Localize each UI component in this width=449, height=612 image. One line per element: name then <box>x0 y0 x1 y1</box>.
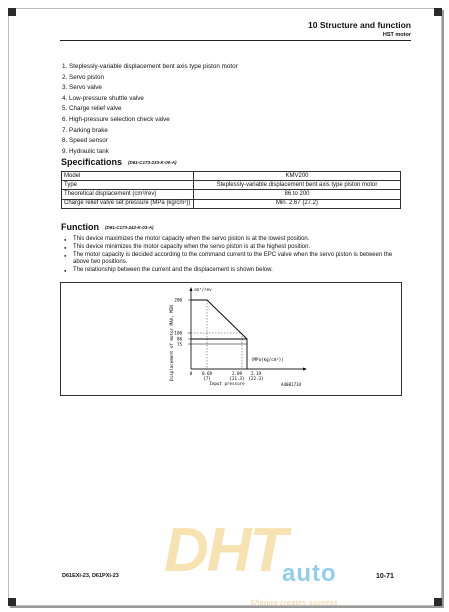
table-cell-label: Type <box>62 181 194 190</box>
x-axis-label: Input pressure <box>209 381 245 386</box>
page-corner-mark <box>434 8 442 16</box>
table-row <box>62 199 401 208</box>
table-row <box>62 172 401 181</box>
max-displacement-curve <box>191 300 247 369</box>
specifications-heading-text: Specifications <box>61 157 123 167</box>
function-list-item: ● This device minimizes the motor capacity when the servo piston is at the highest position. <box>64 244 400 252</box>
watermark <box>164 515 414 605</box>
parts-list-item: 1. Steplessly-variable displacement bent axis type piston motor <box>62 63 238 70</box>
table-cell-value: KMV200 <box>194 172 401 181</box>
specifications-table <box>61 171 401 209</box>
watermark-auto-text: auto <box>282 560 337 587</box>
function-list <box>64 236 400 275</box>
function-heading <box>61 222 154 232</box>
parts-list <box>62 62 238 157</box>
specifications-code: (D61-C173-233-K-00-A) <box>128 160 177 166</box>
footer-model: D61EXi-23, D61PXi-23 <box>62 573 119 579</box>
x-tick-sublabel: {22.3} <box>248 376 264 381</box>
header-rule <box>60 40 411 41</box>
x-tick-sublabel: {7} <box>203 376 211 381</box>
displacement-figure <box>60 282 402 396</box>
parts-list-item: 6. High-pressure selection check valve <box>62 115 170 123</box>
y-tick-label: 100 <box>174 330 182 336</box>
y-tick-label: 75 <box>176 342 182 347</box>
page-corner-mark <box>8 8 16 16</box>
function-list-item: ● The relationship between the current and the displacement is shown below. <box>64 267 400 275</box>
y-axis-label: Displacement of motor MAX, MIN <box>169 305 174 381</box>
x-axis-arrowhead <box>303 368 307 371</box>
table-cell-label: Charge relief valve set pressure (MPa {kg/cm²}) <box>62 199 194 208</box>
table-cell-label: Model <box>62 172 194 181</box>
y-tick-label: 200 <box>174 297 182 303</box>
y-axis-arrowhead <box>190 287 193 291</box>
function-list-item: ● This device maximizes the motor capacity when the servo piston is at the lowest position. <box>64 236 400 244</box>
parts-list-item: 9. Hydraulic tank <box>62 147 109 155</box>
function-code: (D61-C173-242-K-03-A) <box>105 225 154 231</box>
x-tick-label: 2.19 <box>250 371 262 376</box>
table-cell-label: Theoretical displacement (cm³/rev) <box>62 190 194 199</box>
page-corner-mark <box>8 598 16 606</box>
y-tick-label: 86 <box>176 336 182 342</box>
table-row <box>62 181 401 190</box>
page-corner-mark <box>434 598 442 606</box>
figure-id: A4001734 <box>281 382 302 387</box>
watermark-slogan: Sharing creates success <box>250 600 338 607</box>
table-cell-value: Steplessly-variable displacement bent axis type piston motor <box>194 181 401 190</box>
parts-list-item: 7. Parking brake <box>62 126 108 134</box>
table-cell-value: Min. 2.67 {27.2} <box>194 199 401 208</box>
origin-label: 0 <box>189 371 193 376</box>
table-cell-value: 86 to 200 <box>194 190 401 199</box>
parts-list-item: 8. Speed sensor <box>62 137 108 145</box>
section-title: 10 Structure and function <box>308 20 411 30</box>
table-row <box>62 190 401 199</box>
parts-list-item: 5. Charge relief valve <box>62 105 122 113</box>
watermark-logo: DHT <box>164 516 286 585</box>
displacement-graph <box>61 283 401 395</box>
x-tick-label: 2.09 <box>231 371 243 376</box>
page-number: 10-71 <box>376 573 394 580</box>
section-subtitle: HST motor <box>382 32 411 38</box>
x-unit-label: (MPa{kg/cm²}) <box>251 357 284 362</box>
function-heading-text: Function <box>61 222 99 232</box>
y-unit-label: cm³/rev <box>194 287 212 292</box>
function-list-item: ● The motor capacity is decided according to the command current to the EPC valve when the servo piston is between the above two positions. <box>64 252 400 268</box>
parts-list-item: 3. Servo valve <box>62 84 102 92</box>
specifications-heading <box>61 157 177 167</box>
parts-list-item: 4. Low-pressure shuttle valve <box>62 94 144 102</box>
x-tick-label: 0.69 <box>201 371 213 376</box>
x-tick-sublabel: {21.3} <box>229 376 245 381</box>
parts-list-item: 2. Servo piston <box>62 73 105 81</box>
